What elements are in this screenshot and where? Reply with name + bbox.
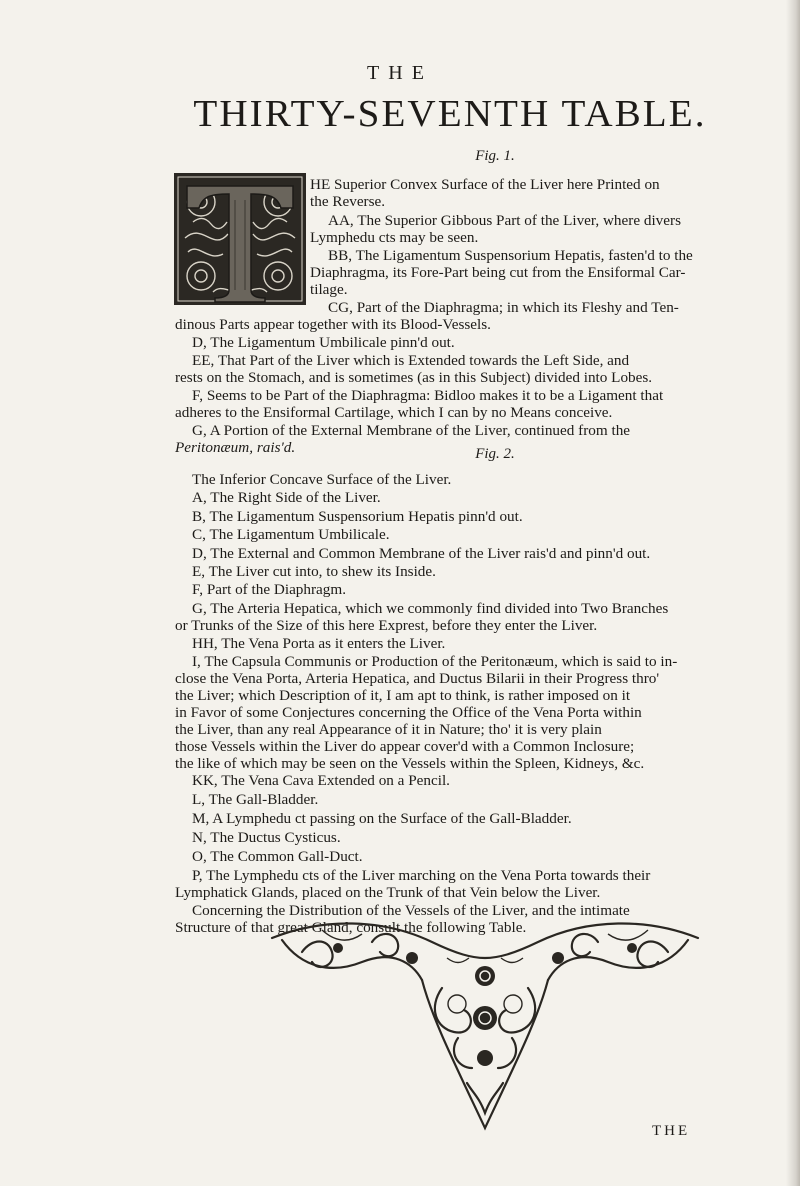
fig1-line-16: Peritonæum, rais'd. — [175, 439, 296, 456]
fig1-line-5: BB, The Ligamentum Suspensorium Hepatis, fasten'd to the — [328, 247, 693, 264]
fig2-line-6: E, The Liver cut into, to shew its Inside. — [192, 563, 436, 580]
fig2-line-1: The Inferior Concave Surface of the Liver. — [192, 471, 452, 488]
fig2-line-10: HH, The Vena Porta as it enters the Liver. — [192, 635, 446, 652]
fig2-line-26: Structure of that great Gland, consult the following Table. — [175, 919, 527, 936]
fig2-line-2: A, The Right Side of the Liver. — [192, 489, 381, 506]
fig2-line-13: the Liver; which Description of it, I am apt to think, is rather imposed on it — [175, 687, 631, 704]
fig1-line-12: rests on the Stomach, and is sometimes (as in this Subject) divided into Lobes. — [175, 369, 653, 386]
fig1-line-15: G, A Portion of the External Membrane of the Liver, continued from the — [192, 422, 631, 439]
ornamental-initial-icon — [173, 172, 307, 306]
fig2-line-14: in Favor of some Conjectures concerning the Office of the Vena Porta within — [175, 704, 642, 721]
fig1-line-2: the Reverse. — [310, 193, 386, 210]
fig2-line-18: KK, The Vena Cava Extended on a Pencil. — [192, 772, 450, 789]
fig2-line-9: or Trunks of the Size of this here Exprest, before they enter the Liver. — [175, 617, 598, 634]
fig2-line-4: C, The Ligamentum Umbilicale. — [192, 526, 390, 543]
fig2-line-12: close the Vena Porta, Arteria Hepatica, and Ductus Bilarii in their Progress thro' — [175, 670, 660, 687]
fig2-line-5: D, The External and Common Membrane of the Liver rais'd and pinn'd out. — [192, 545, 651, 562]
fig1-line-13: F, Seems to be Part of the Diaphragma: Bidloo makes it to be a Ligament that — [192, 387, 664, 404]
fig2-line-23: P, The Lymphedu cts of the Liver marching on the Vena Porta towards their — [192, 867, 651, 884]
fig1-line-14: adheres to the Ensiformal Cartilage, which I can by no Means conceive. — [175, 404, 613, 421]
fig-1-caption: Fig. 1. — [475, 148, 515, 164]
fig2-line-20: M, A Lymphedu ct passing on the Surface of the Gall-Bladder. — [192, 810, 572, 827]
fig2-line-21: N, The Ductus Cysticus. — [192, 829, 341, 846]
page-edge-shadow — [786, 0, 800, 1186]
fig2-line-22: O, The Common Gall-Duct. — [192, 848, 363, 865]
catchword: THE — [652, 1123, 691, 1139]
fig2-line-11: I, The Capsula Communis or Production of the Peritonæum, which is said to in- — [192, 653, 678, 670]
header-the: THE — [367, 62, 433, 84]
fig2-line-15: the Liver, than any real Appearance of it in Nature; tho' it is very plain — [175, 721, 602, 738]
fig2-line-19: L, The Gall-Bladder. — [192, 791, 319, 808]
fig1-line-9: dinous Parts appear together with its Blood-Vessels. — [175, 316, 491, 333]
fig1-line-1: HE Superior Convex Surface of the Liver here Printed on — [310, 176, 660, 193]
fig-2-caption: Fig. 2. — [475, 446, 515, 462]
fig1-line-8: CG, Part of the Diaphragma; in which its Fleshy and Ten- — [328, 299, 679, 316]
fig1-line-3: AA, The Superior Gibbous Part of the Liver, where divers — [328, 212, 681, 229]
fig2-line-16: those Vessels within the Liver do appear cover'd with a Common Inclosure; — [175, 738, 635, 755]
fig1-line-11: EE, That Part of the Liver which is Extended towards the Left Side, and — [192, 352, 630, 369]
fig2-line-25: Concerning the Distribution of the Vessels of the Liver, and the intimate — [192, 902, 630, 919]
fig1-line-7: tilage. — [310, 281, 348, 298]
fig1-line-10: D, The Ligamentum Umbilicale pinn'd out. — [192, 334, 455, 351]
fig2-line-17: the like of which may be seen on the Vessels within the Spleen, Kidneys, &c. — [175, 755, 645, 772]
fig2-line-8: G, The Arteria Hepatica, which we commonly find divided into Two Branches — [192, 600, 669, 617]
fig2-line-24: Lymphatick Glands, placed on the Trunk of that Vein below the Liver. — [175, 884, 601, 901]
fig1-line-6: Diaphragma, its Fore-Part being cut from the Ensiformal Car- — [310, 264, 686, 281]
floral-tailpiece-icon — [262, 918, 708, 1134]
page-title: THIRTY-SEVENTH TABLE. — [193, 93, 707, 135]
fig2-line-3: B, The Ligamentum Suspensorium Hepatis pinn'd out. — [192, 508, 523, 525]
fig2-line-7: F, Part of the Diaphragm. — [192, 581, 347, 598]
fig1-line-4: Lymphedu cts may be seen. — [310, 229, 479, 246]
